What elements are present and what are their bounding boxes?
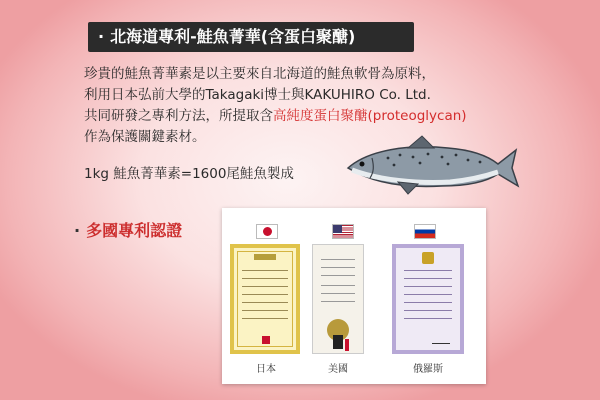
title-bullet: · bbox=[98, 27, 105, 46]
intro-line-4: 作為保護關鍵素材。 bbox=[84, 129, 206, 145]
japan-flag-icon bbox=[256, 224, 278, 239]
section-title: 北海道專利-鮭魚菁華(含蛋白聚醣) bbox=[110, 27, 356, 46]
usa-patent-certificate bbox=[312, 244, 364, 354]
intro-line-1: 珍貴的鮭魚菁華素是以主要來自北海道的鮭魚軟骨為原料， bbox=[84, 66, 435, 82]
usa-flag-icon bbox=[332, 224, 354, 239]
certificate-label-russia: 俄羅斯 bbox=[413, 364, 443, 375]
russia-patent-certificate bbox=[392, 244, 464, 354]
japan-patent-certificate bbox=[230, 244, 300, 354]
patent-bullet: · bbox=[74, 221, 81, 240]
certificate-label-japan: 日本 bbox=[256, 364, 276, 375]
russia-flag-icon bbox=[414, 224, 436, 239]
intro-line-3 bbox=[84, 106, 514, 127]
section-title-bar bbox=[88, 22, 414, 52]
patent-heading-text: 多國專利認證 bbox=[86, 221, 183, 240]
patent-certification-heading bbox=[74, 218, 182, 241]
salmon-ratio-text: 1kg 鮭魚菁華素=1600尾鮭魚製成 bbox=[84, 166, 294, 182]
salmon-illustration bbox=[338, 128, 520, 200]
proteoglycan-highlight: 高純度蛋白聚醣(proteoglycan) bbox=[273, 108, 467, 124]
intro-line-2: 利用日本弘前大學的Takagaki博士與KAKUHIRO Co. Ltd. bbox=[84, 87, 431, 103]
certificate-label-usa: 美國 bbox=[328, 364, 348, 375]
intro-line-3-text: 共同研發之專利方法，所提取含 bbox=[84, 108, 273, 124]
certificates-panel bbox=[222, 208, 486, 384]
